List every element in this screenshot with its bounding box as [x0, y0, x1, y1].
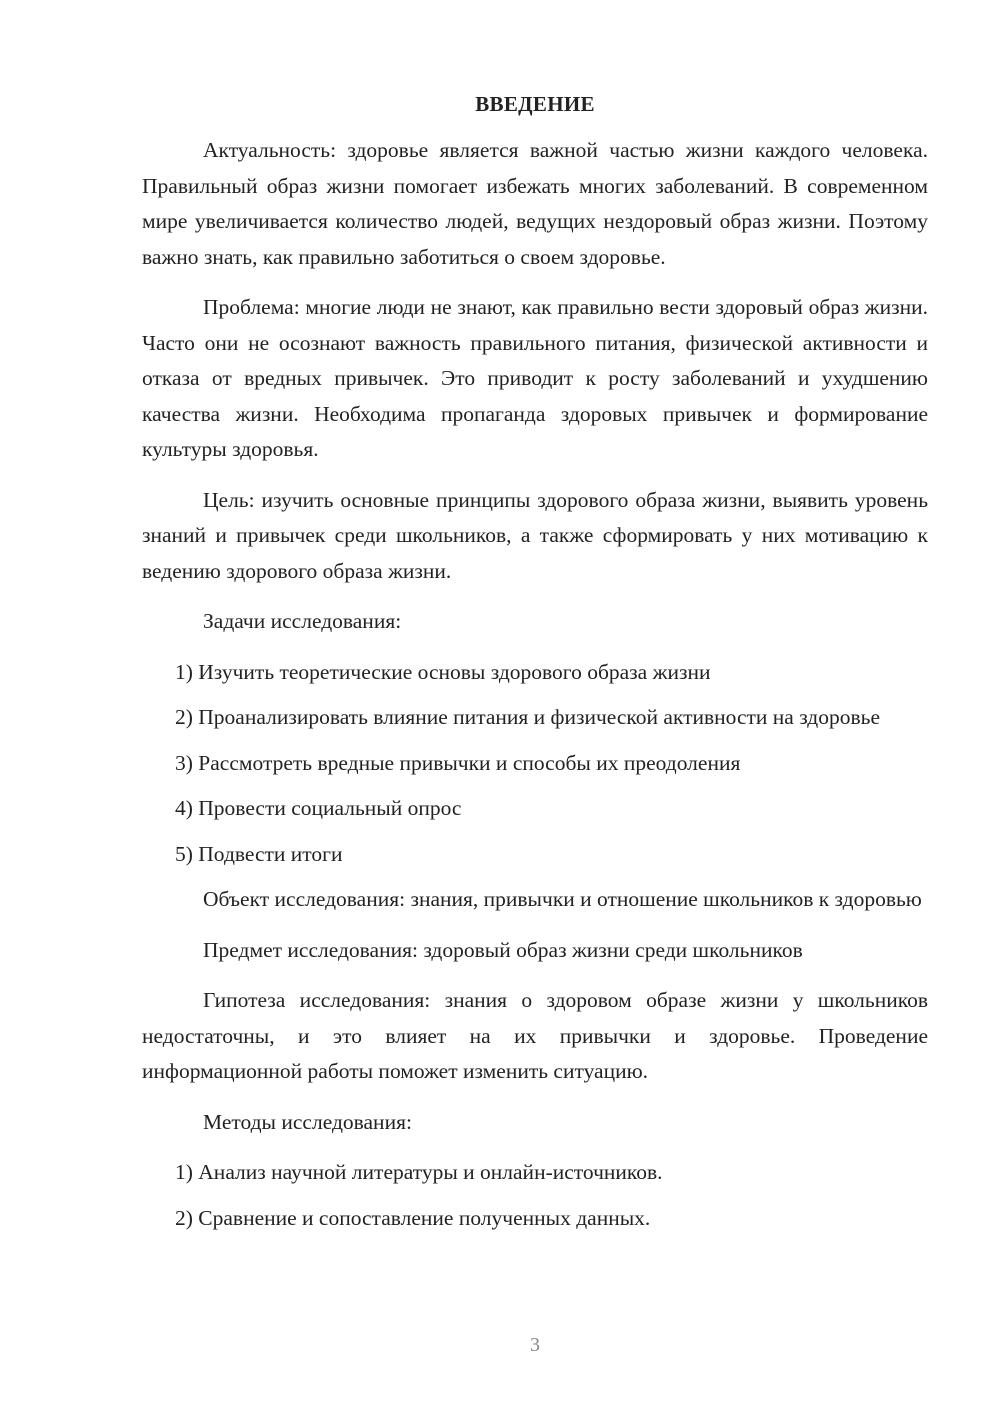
tasks-title: Задачи исследования: [203, 609, 402, 633]
method-item-1: 1) Анализ научной литературы и онлайн-источников. [175, 1160, 663, 1184]
task-item-4: 4) Провести социальный опрос [175, 796, 462, 820]
page-number: 3 [530, 1334, 540, 1356]
document-page [142, 92, 928, 1246]
relevance-paragraph: Актуальность: здоровье является важной частью жизни каждого человека. Правильный образ жизни помогает избежать многих заболеваний. В современном мире увеличивается количество людей, ведущих нездоровый образ жизни. Поэтому важно знать, как правильно заботиться о своем здоровье. [142, 138, 928, 269]
method-item-2: 2) Сравнение и сопоставление полученных данных. [175, 1205, 651, 1230]
task-item-5: 5) Подвести итоги [175, 841, 343, 866]
problem-paragraph: Проблема: многие люди не знают, как правильно вести здоровый образ жизни. Часто они не осознают важность правильного питания, физической активности и отказа от вредных привычек. Это приводит к росту заболеваний и ухудшению качества жизни. Необходима пропаганда здоровых привычек и формирование культуры здоровья. [142, 295, 928, 461]
subject-paragraph: Предмет исследования: здоровый образ жизни среди школьников [203, 937, 803, 962]
task-item-3: 3) Рассмотреть вредные привычки и способы их преодоления [175, 750, 741, 775]
methods-title: Методы исследования: [203, 1109, 412, 1134]
section-heading: ВВЕДЕНИЕ [475, 92, 595, 116]
task-item-2: 2) Проанализировать влияние питания и физической активности на здоровье [175, 705, 880, 729]
task-item-1: 1) Изучить теоретические основы здорового образа жизни [175, 659, 711, 684]
object-paragraph: Объект исследования: знания, привычки и отношение школьников к здоровью [203, 887, 922, 911]
hypothesis-paragraph: Гипотеза исследования: знания о здоровом образе жизни у школьников недостаточны, и это влияет на их привычки и здоровье. Проведение информационной работы поможет изменить ситуацию. [142, 988, 928, 1083]
goal-paragraph: Цель: изучить основные принципы здорового образа жизни, выявить уровень знаний и привычек среди школьников, а также сформировать у них мотивацию к ведению здорового образа жизни. [142, 487, 928, 583]
